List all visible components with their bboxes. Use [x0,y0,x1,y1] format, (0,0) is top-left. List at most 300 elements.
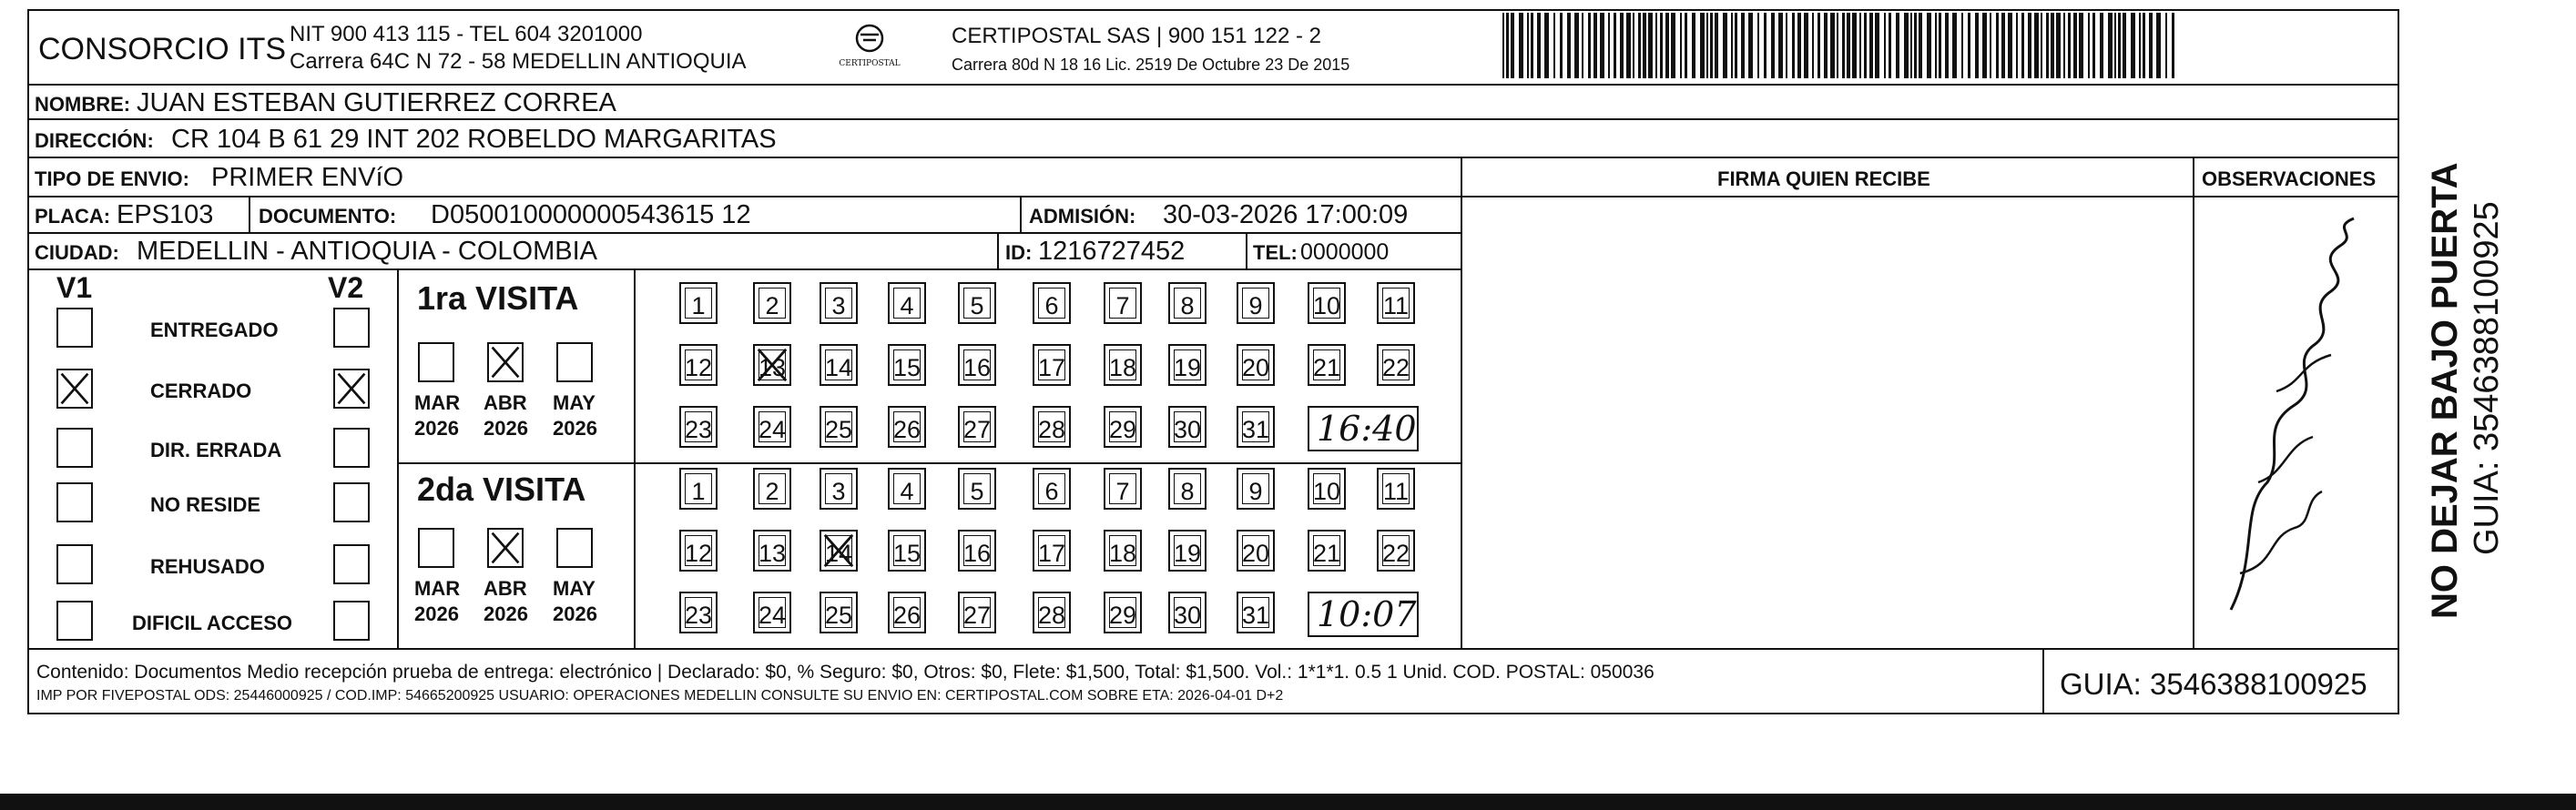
rule [2193,157,2194,648]
visit-2-title: 2da VISITA [417,471,586,508]
barcode-bar [1919,13,1922,78]
barcode-bar [1685,13,1687,78]
barcode-bar [2092,13,2095,78]
day-number: 6 [1044,292,1059,319]
day-number: 9 [1248,478,1263,505]
carrier-name: CERTIPOSTAL SAS | 900 151 122 - 2 [952,24,1321,48]
barcode-bar [1842,13,1845,78]
v1-checkbox-cerrado[interactable] [56,369,93,409]
barcode-bar [1945,13,1949,78]
rule [29,84,2398,86]
v2-checkbox-cerrado[interactable] [333,369,370,409]
day-number: 8 [1180,478,1195,505]
ciudad-label: CIUDAD: [35,241,119,264]
svg-text:CERTIPOSTAL: CERTIPOSTAL [839,59,901,68]
day-number: 6 [1044,478,1059,505]
barcode-bar [2028,13,2031,78]
barcode-bar [1824,13,1828,78]
day-number: 23 [684,602,713,629]
barcode-bar [1869,13,1873,78]
day-number: 31 [1241,416,1270,443]
barcode-bar [1710,13,1713,78]
check-mark-icon [489,530,522,566]
visit-2-day-14[interactable] [820,530,858,572]
day-number: 5 [970,478,984,505]
day-number: 15 [892,540,921,567]
visit-2-day-5[interactable] [958,468,996,510]
visit-2-day-21[interactable] [1308,530,1346,572]
day-number: 9 [1248,292,1263,319]
rule [29,268,1461,270]
barcode-bar [2034,13,2039,78]
day-number: 16 [962,540,992,567]
visit-year-label: 2026 [484,602,528,625]
day-number: 17 [1037,354,1066,381]
visit-1-day-6[interactable] [1033,282,1071,324]
direccion-label: DIRECCIÓN: [35,129,154,152]
visit-1-day-23[interactable] [679,406,718,448]
barcode-bar [2149,13,2153,78]
v2-checkbox-rehusado[interactable] [333,544,370,584]
status-reason-label: DIFICIL ACCESO [132,612,293,634]
barcode-bar [1643,13,1646,78]
bottom-band [0,794,2576,810]
visit-1-day-15[interactable] [888,344,926,386]
visit-1-month-may-checkbox[interactable] [556,342,593,382]
barcode-bar [1852,13,1857,78]
barcode-bar [1797,13,1801,78]
barcode-bar [1910,13,1912,78]
visit-2-day-18[interactable] [1104,530,1142,572]
rule [1020,196,1022,232]
visit-1-day-21[interactable] [1308,344,1346,386]
barcode-bar [1757,13,1759,78]
visit-year-label: 2026 [484,417,528,440]
visit-2-day-8[interactable] [1168,468,1207,510]
barcode-bar [1830,13,1835,78]
day-number: 16 [962,354,992,381]
day-number: 10 [1312,292,1341,319]
barcode-bar [1723,13,1727,78]
visit-2-day-12[interactable] [679,530,718,572]
visit-1-day-31[interactable] [1237,406,1275,448]
barcode-bar [2165,13,2167,78]
barcode-bar [1786,13,1787,78]
visit-1-day-17[interactable] [1033,344,1071,386]
visit-2-day-7[interactable] [1104,468,1142,510]
barcode-bar [1519,13,1523,78]
rule [997,232,999,268]
barcode-bar [1914,13,1917,78]
status-reason-label: CERRADO [150,380,252,402]
rule [397,462,1461,464]
v2-header: V2 [328,271,364,304]
barcode-bar [2143,13,2145,78]
barcode-bar [2079,13,2083,78]
visit-1-day-29[interactable] [1104,406,1142,448]
barcode-bar [2073,13,2077,78]
visit-2-day-30[interactable] [1168,592,1207,633]
visit-1-day-30[interactable] [1168,406,1207,448]
visit-year-label: 2026 [414,417,459,440]
day-number: 31 [1241,602,1270,629]
barcode-bar [1680,13,1682,78]
visit-1-day-27[interactable] [958,406,996,448]
barcode-bar [1638,13,1641,78]
day-number: 2 [765,478,779,505]
barcode-bar [1537,13,1541,78]
day-number: 1 [691,478,706,505]
visit-2-day-10[interactable] [1308,468,1346,510]
barcode-bar [2021,13,2024,78]
status-reason-label: ENTREGADO [150,319,279,341]
day-number: 15 [892,354,921,381]
barcode-bar [1633,13,1634,78]
barcode-bar [1502,13,1504,78]
visit-2-day-25[interactable] [820,592,858,633]
visit-2-day-20[interactable] [1237,530,1275,572]
day-number: 13 [758,540,787,567]
visit-1-day-24[interactable] [753,406,791,448]
barcode-bar [1927,13,1931,78]
visit-1-day-5[interactable] [958,282,996,324]
visit-1-day-10[interactable] [1308,282,1346,324]
barcode-bar [1620,13,1624,78]
visit-1-day-4[interactable] [888,282,926,324]
day-number: 5 [970,292,984,319]
rule [1461,196,2398,197]
day-number: 7 [1115,292,1130,319]
visit-year-label: 2026 [553,602,597,625]
visit-1-day-13[interactable] [753,344,791,386]
day-number: 21 [1312,354,1341,381]
visit-1-day-12[interactable] [679,344,718,386]
day-number: 28 [1037,602,1066,629]
barcode-bar [1778,13,1783,78]
visit-1-day-7[interactable] [1104,282,1142,324]
status-reason-label: NO RESIDE [150,493,261,516]
visit-2-day-28[interactable] [1033,592,1071,633]
id-label: ID: [1005,241,1033,264]
v2-checkbox-entregado[interactable] [333,308,370,348]
barcode-bar [1764,13,1767,78]
barcode-bar [1706,13,1708,78]
visit-2-day-31[interactable] [1237,592,1275,633]
visit-2-day-23[interactable] [679,592,718,633]
visit-1-month-mar-checkbox[interactable] [418,342,454,382]
barcode [1502,13,2181,78]
barcode-bar [1896,13,1899,78]
company-address: Carrera 64C N 72 - 58 MEDELLIN ANTIOQUIA [290,49,747,74]
side-guia: GUIA: 3546388100925 [2468,201,2506,555]
visit-2-day-16[interactable] [958,530,996,572]
day-number: 14 [824,540,853,567]
day-number: 28 [1037,416,1066,443]
barcode-bar [2088,13,2090,78]
barcode-bar [2123,13,2126,78]
visit-2-day-2[interactable] [753,468,791,510]
day-number: 23 [684,416,713,443]
barcode-bar [1700,13,1705,78]
visit-2-day-19[interactable] [1168,530,1207,572]
barcode-bar [1975,13,1979,78]
visit-1-day-28[interactable] [1033,406,1071,448]
tipo-value: PRIMER ENVíO [211,163,404,192]
barcode-bar [1982,13,1987,78]
visit-1-day-22[interactable] [1377,344,1415,386]
barcode-bar [1531,13,1533,78]
v1-checkbox-rehusado[interactable] [56,544,93,584]
barcode-bar [1904,13,1909,78]
recipient-signature [2204,209,2395,637]
visit-1-day-25[interactable] [820,406,858,448]
visit-2-day-4[interactable] [888,468,926,510]
day-number: 26 [892,602,921,629]
status-reason-label: DIR. ERRADA [150,439,282,461]
visit-time: 10:07 [1317,594,1417,634]
barcode-bar [1792,13,1795,78]
v1-checkbox-dificil-acceso[interactable] [56,601,93,641]
day-number: 29 [1108,602,1137,629]
tipo-label: TIPO DE ENVIO: [35,167,189,190]
visit-1-day-19[interactable] [1168,344,1207,386]
company-name: CONSORCIO ITS [38,32,287,66]
day-number: 12 [684,354,713,381]
day-number: 11 [1382,478,1410,505]
visit-1-day-9[interactable] [1237,282,1275,324]
barcode-bar [1608,13,1610,78]
visit-1-day-8[interactable] [1168,282,1207,324]
barcode-bar [1660,13,1663,78]
day-number: 29 [1108,416,1137,443]
visit-2-day-6[interactable] [1033,468,1071,510]
visit-1-day-14[interactable] [820,344,858,386]
barcode-bar [2016,13,2018,78]
visit-1-title: 1ra VISITA [417,279,579,317]
visit-2-day-11[interactable] [1377,468,1415,510]
barcode-bar [1588,13,1591,78]
day-number: 3 [831,478,846,505]
barcode-bar [1935,13,1937,78]
visit-1-day-3[interactable] [820,282,858,324]
no-dejar-bajo-puerta: NO DEJAR BAJO PUERTA [2425,162,2465,619]
barcode-bar [1593,13,1597,78]
visit-2-day-24[interactable] [753,592,791,633]
barcode-bar [2139,13,2141,78]
visit-2-time-box[interactable] [1308,592,1419,637]
barcode-bar [1804,13,1808,78]
day-number: 14 [824,354,853,381]
visit-1-day-11[interactable] [1377,282,1415,324]
barcode-bar [1996,13,1999,78]
v2-checkbox-no-reside[interactable] [333,482,370,522]
observations-header: OBSERVACIONES [2202,167,2377,190]
v1-checkbox-entregado[interactable] [56,308,93,348]
barcode-bar [1671,13,1675,78]
barcode-bar [2001,13,2005,78]
day-number: 3 [831,292,846,319]
rule [634,268,636,648]
day-number: 17 [1037,540,1066,567]
documento-label: DOCUMENTO: [259,205,397,228]
visit-month-label: MAY [553,391,596,414]
barcode-bar [1655,13,1657,78]
visit-month-label: MAR [414,577,461,600]
check-mark-icon [335,370,368,407]
v1-checkbox-no-reside[interactable] [56,482,93,522]
day-number: 25 [824,416,853,443]
visit-2-day-13[interactable] [753,530,791,572]
visit-2-day-1[interactable] [679,468,718,510]
barcode-bar [1715,13,1718,78]
barcode-bar [1511,13,1514,78]
barcode-bar [1731,13,1733,78]
day-number: 26 [892,416,921,443]
visit-1-day-20[interactable] [1237,344,1275,386]
day-number: 18 [1108,354,1137,381]
v2-checkbox-dificil-acceso[interactable] [333,601,370,641]
footer-contenido: Contenido: Documentos Medio recepción prueba de entrega: electrónico | Declarado: $0, % Seguro: $0, Otros: $0, Flete: $1,500, Total: $1,500. Vol.: 1*1*1. 0.5 1 Unid. COD. POSTAL: 050036 [36,662,1655,683]
barcode-bar [2068,13,2071,78]
barcode-bar [1847,13,1850,78]
day-number: 2 [765,292,779,319]
visit-2-day-17[interactable] [1033,530,1071,572]
visit-1-time-box[interactable] [1308,406,1419,451]
day-number: 1 [691,292,706,319]
barcode-bar [1626,13,1631,78]
check-mark-icon [489,344,522,380]
day-number: 30 [1173,602,1202,629]
direccion-value: CR 104 B 61 29 INT 202 ROBELDO MARGARITAS [171,125,777,154]
barcode-bar [1544,13,1549,78]
barcode-bar [1506,13,1509,78]
visit-2-day-27[interactable] [958,592,996,633]
day-number: 25 [824,602,853,629]
barcode-bar [1600,13,1604,78]
visit-2-day-9[interactable] [1237,468,1275,510]
rule [29,118,2398,120]
rule [397,268,399,648]
barcode-bar [1735,13,1737,78]
barcode-bar [1859,13,1861,78]
ciudad-value: MEDELLIN - ANTIOQUIA - COLOMBIA [137,237,597,266]
day-number: 20 [1241,540,1270,567]
visit-2-day-26[interactable] [888,592,926,633]
visit-2-month-mar-checkbox[interactable] [418,528,454,568]
barcode-bar [1961,13,1963,78]
barcode-bar [1812,13,1814,78]
visit-2-day-29[interactable] [1104,592,1142,633]
day-number: 27 [962,602,992,629]
barcode-bar [1748,13,1753,78]
barcode-bar [1692,13,1695,78]
visit-1-day-18[interactable] [1104,344,1142,386]
footer-imp: IMP POR FIVEPOSTAL ODS: 25446000925 / COD.IMP: 54665200925 USUARIO: OPERACIONES MEDELLIN CONSULTE SU ENVIO EN: CERTIPOSTAL.COM SOBRE ETA: 2026-04-01 D+2 [36,688,1284,704]
barcode-bar [2056,13,2061,78]
visit-2-month-abr-checkbox[interactable] [487,528,524,568]
v1-checkbox-dir-errada[interactable] [56,428,93,468]
day-number: 7 [1115,478,1130,505]
day-number: 8 [1180,292,1195,319]
barcode-bar [2008,13,2012,78]
barcode-bar [1741,13,1745,78]
barcode-bar [2063,13,2065,78]
visit-1-day-2[interactable] [753,282,791,324]
barcode-bar [2118,13,2121,78]
visit-1-day-1[interactable] [679,282,718,324]
visit-1-day-16[interactable] [958,344,996,386]
id-value: 1216727452 [1038,237,1186,266]
visit-1-month-abr-checkbox[interactable] [487,342,524,382]
nombre-label: NOMBRE: [35,93,131,116]
v2-checkbox-dir-errada[interactable] [333,428,370,468]
day-number: 24 [758,416,787,443]
check-mark-icon [58,370,91,407]
check-mark-icon [821,532,856,570]
barcode-bar [1864,13,1867,78]
visit-2-month-may-checkbox[interactable] [556,528,593,568]
admision-value: 30-03-2026 17:00:09 [1163,200,1409,229]
day-number: 19 [1173,354,1202,381]
admision-label: ADMISIÓN: [1029,205,1136,228]
day-number: 10 [1312,478,1341,505]
carrier-address: Carrera 80d N 18 16 Lic. 2519 De Octubre 23 De 2015 [952,56,1350,74]
rule [2042,648,2044,714]
visit-month-label: MAR [414,391,461,414]
day-number: 21 [1312,540,1341,567]
barcode-bar [1884,13,1886,78]
barcode-bar [1665,13,1669,78]
company-nit: NIT 900 413 115 - TEL 604 3201000 [290,22,643,46]
visit-2-day-22[interactable] [1377,530,1415,572]
barcode-bar [1837,13,1838,78]
barcode-bar [1952,13,1957,78]
day-number: 4 [900,478,914,505]
placa-label: PLACA: [35,205,111,228]
rule [1461,157,1462,648]
documento-value: D050010000000543615 12 [431,200,751,229]
signature-header: FIRMA QUIEN RECIBE [1717,167,1930,190]
barcode-bar [1567,13,1571,78]
barcode-bar [1582,13,1583,78]
barcode-bar [1939,13,1941,78]
barcode-bar [2100,13,2103,78]
rule [2398,84,2399,648]
check-mark-icon [755,346,789,384]
day-number: 24 [758,602,787,629]
day-number: 22 [1381,540,1410,567]
barcode-bar [1553,13,1555,78]
visit-2-day-15[interactable] [888,530,926,572]
barcode-bar [2156,13,2161,78]
tel-value: 0000000 [1300,239,1390,265]
visit-year-label: 2026 [414,602,459,625]
barcode-bar [1527,13,1529,78]
barcode-bar [2131,13,2135,78]
barcode-bar [2051,13,2054,78]
barcode-bar [1990,13,1991,78]
day-number: 12 [684,540,713,567]
day-number: 13 [758,354,787,381]
visit-2-day-3[interactable] [820,468,858,510]
rule [1246,232,1247,268]
nombre-value: JUAN ESTEBAN GUTIERREZ CORREA [137,88,616,117]
visit-year-label: 2026 [553,417,597,440]
visit-1-day-26[interactable] [888,406,926,448]
visit-time: 16:40 [1317,409,1417,449]
barcode-bar [1648,13,1653,78]
barcode-bar [1614,13,1616,78]
